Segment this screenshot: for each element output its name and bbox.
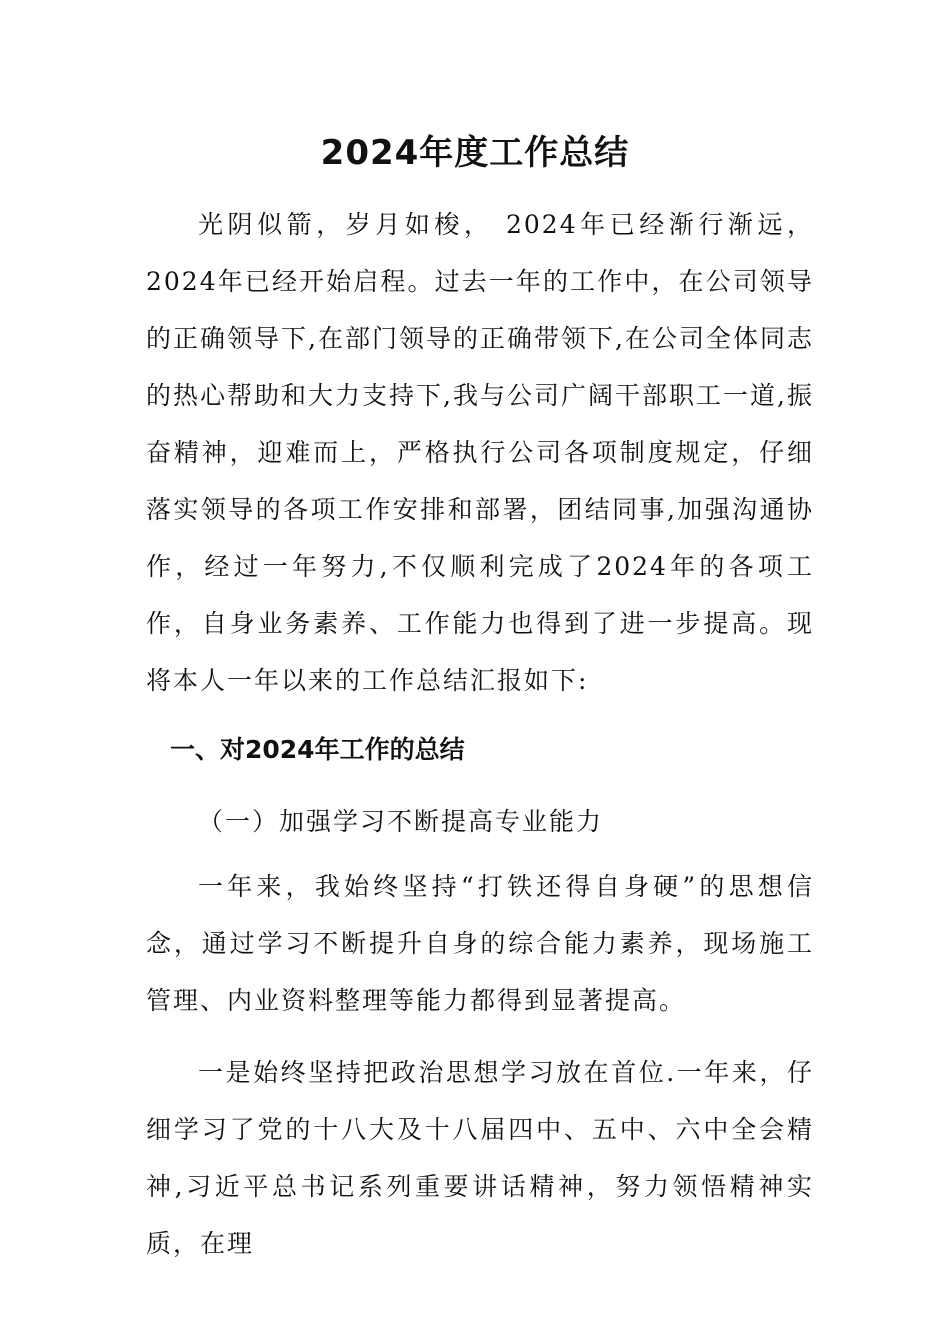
- politics-paragraph: 一是始终坚持把政治思想学习放在首位.一年来，仔细学习了党的十八大及十八届四中、五中、六中全会精神,习近平总书记系列重要讲话精神，努力领悟精神实质，在理: [146, 1058, 814, 1258]
- section-heading-1: 一、对2024年工作的总结: [170, 735, 465, 764]
- document-title: 2024年度工作总结: [320, 133, 630, 173]
- study-paragraph: 一年来，我始终坚持“打铁还得自身硬”的思想信念，通过学习不断提升自身的综合能力素养，现场施工管理、内业资料整理等能力都得到显著提高。: [146, 872, 814, 1015]
- intro-paragraph: 光阴似箭，岁月如梭， 2024年已经渐行渐远，2024年已经开始启程。过去一年的工作中，在公司领导的正确领导下,在部门领导的正确带领下,在公司全体同志的热心帮助和大力支持下,我与公司广阔干部职工一道,振奋精神，迎难而上，严格执行公司各项制度规定，仔细落实领导的各项工作安排和部署，团结同事,加强沟通协作，经过一年努力,不仅顺利完成了2024年的各项工作，自身业务素养、工作能力也得到了进一步提高。现将本人一年以来的工作总结汇报如下:: [146, 210, 814, 695]
- subsection-heading-1: （一）加强学习不断提高专业能力: [198, 807, 604, 836]
- intro-paragraph-block: [146, 196, 814, 709]
- study-paragraph-block: [146, 858, 814, 1029]
- politics-paragraph-block: [146, 1044, 814, 1272]
